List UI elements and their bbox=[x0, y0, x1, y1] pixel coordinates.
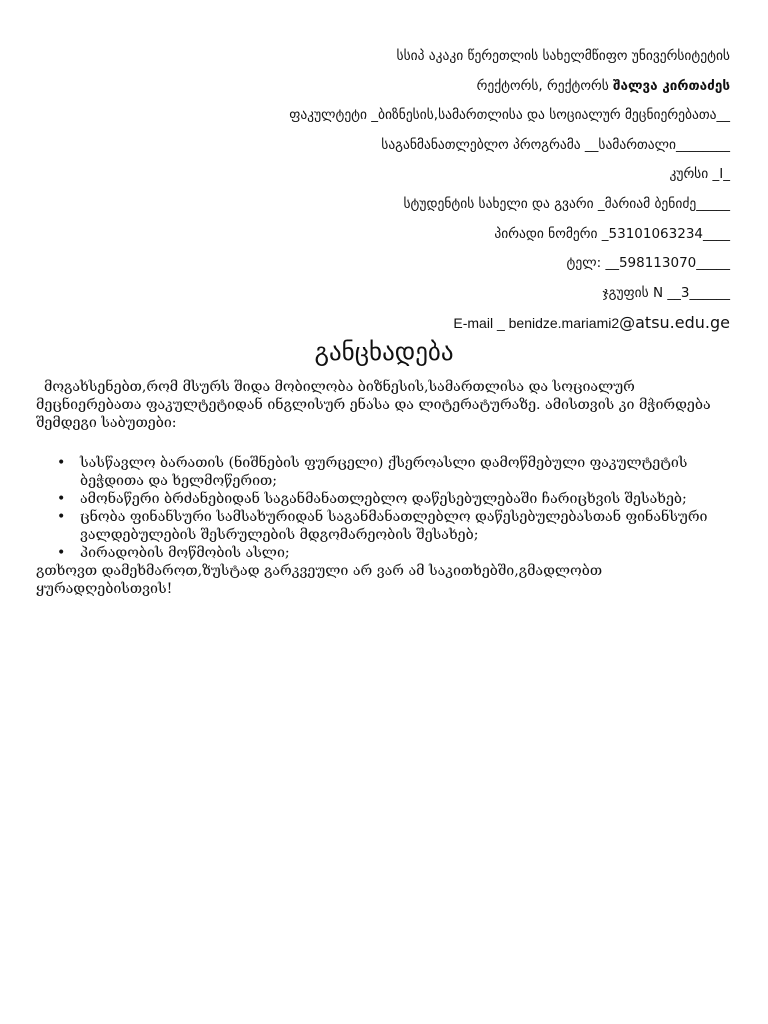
document-body bbox=[36, 378, 736, 598]
list-item-text: პირადობის მოწმობის ასლი; bbox=[80, 545, 290, 561]
email-label: E-mail _ benidze.mariami2 bbox=[453, 315, 620, 332]
faculty-line: ფაკულტეტი _ბიზნესის,სამართლისა და სოციალურ მეცნიერებათა__ bbox=[289, 107, 730, 124]
bullet-icon: • bbox=[57, 509, 66, 525]
addressee-block bbox=[289, 42, 730, 339]
university-line: სსიპ აკაკი წერეთლის სახელმწიფო უნივერსიტეტის bbox=[396, 48, 730, 64]
list-item-text: ცნობა ფინანსური სამსახურიდან საგანმანათლებლო დაწესებულებასთან ფინანსური ვალდებულების შესრულების მდგომარეობის შესახებ; bbox=[80, 509, 708, 543]
phone-line: ტელ: __598113070_____ bbox=[566, 255, 730, 272]
documents-list bbox=[36, 454, 736, 562]
bullet-icon: • bbox=[57, 545, 66, 561]
email-domain: @atsu.edu.ge bbox=[619, 313, 730, 333]
rector-prefix: რექტორს, რექტორს bbox=[476, 77, 614, 94]
list-item-text: სასწავლო ბარათის (ნიშნების ფურცელი) ქსეროასლი დამოწმებული ფაკულტეტის ბეჭდითა და ხელმოწერით; bbox=[80, 455, 688, 489]
student-name-line: სტუდენტის სახელი და გვარი _მარიამ ბენიძე_____ bbox=[403, 195, 730, 212]
list-item bbox=[57, 508, 736, 544]
group-line: ჯგუფის N __3______ bbox=[602, 284, 730, 301]
bullet-icon: • bbox=[57, 491, 66, 507]
personal-number-line: პირადი ნომერი _53101063234____ bbox=[494, 225, 730, 242]
bullet-icon: • bbox=[57, 455, 66, 471]
document-title: განცხადება bbox=[314, 337, 454, 366]
list-item-text: ამონაწერი ბრძანებიდან საგანმანათლებლო დაწესებულებაში ჩარიცხვის შესახებ; bbox=[80, 491, 687, 507]
intro-paragraph: მოგახსენებთ,რომ მსურს შიდა მობილობა ბიზნესის,სამართლისა და სოციალურ მეცნიერებათა ფაკულტეტიდან ინგლისურ ენასა და ლიტერატურაზე. ამისთვის კი მჭირდება შემდეგი საბუთები: bbox=[36, 379, 711, 431]
course-line: კურსი _I_ bbox=[669, 166, 730, 183]
rector-name: შალვა კირთაძეს bbox=[613, 77, 730, 94]
list-item bbox=[57, 454, 736, 490]
rector-line bbox=[289, 72, 730, 102]
list-item bbox=[57, 544, 736, 562]
list-item bbox=[57, 490, 736, 508]
closing-paragraph: გთხოვთ დამეხმაროთ,ზუსტად გარკვეული არ ვარ ამ საკითხებში,გმადლობთ ყურადღებისთვის! bbox=[36, 563, 603, 597]
program-line: საგანმანათლებლო პროგრამა __სამართალი________ bbox=[381, 136, 730, 153]
